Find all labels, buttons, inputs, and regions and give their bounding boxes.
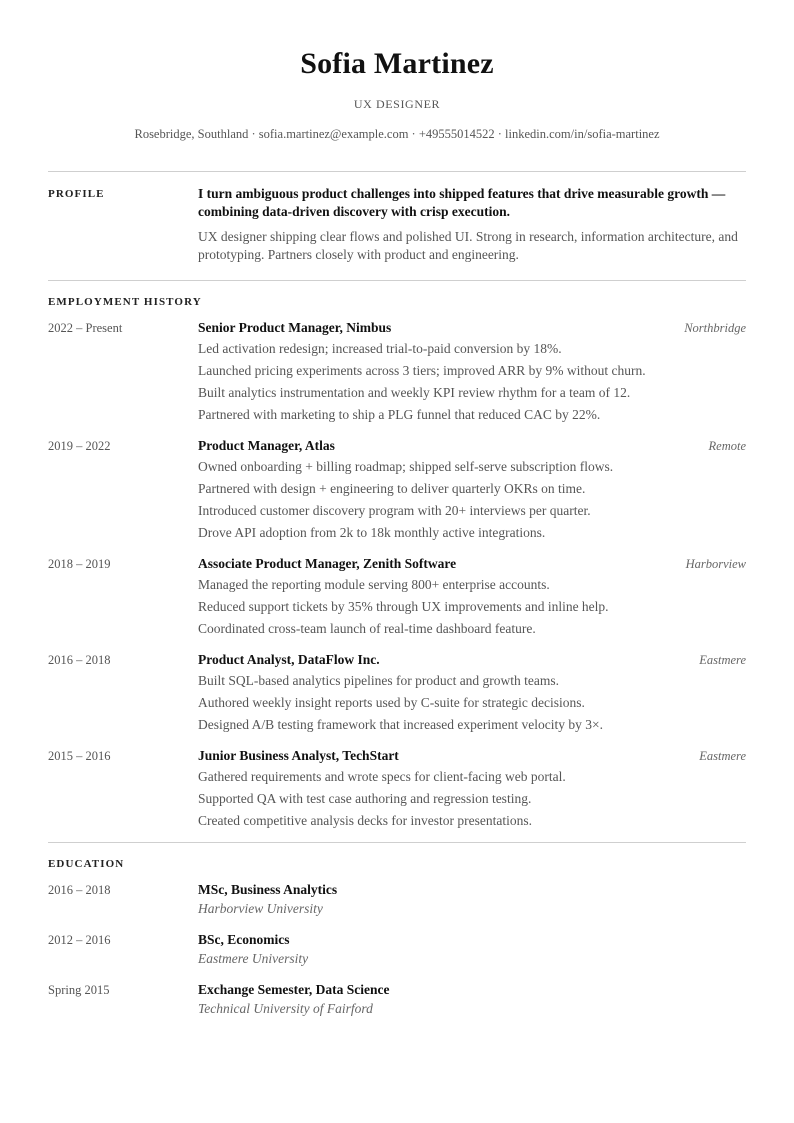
- job-entry: [48, 436, 746, 544]
- education-degree: Exchange Semester, Data Science: [198, 982, 390, 997]
- job-bullets: [198, 670, 746, 736]
- education-dates: 2016 – 2018: [48, 883, 111, 897]
- job-bullet: Authored weekly insight reports used by C-suite for strategic decisions.: [198, 695, 585, 710]
- education-entry: [48, 980, 746, 1019]
- job-location: Harborview: [685, 557, 746, 571]
- job-heading: [198, 318, 746, 338]
- resume-page: [48, 0, 746, 1030]
- job-body: [198, 650, 746, 736]
- job-location: Eastmere: [699, 653, 746, 667]
- job-bullet: Reduced support tickets by 35% through UX improvements and inline help.: [198, 599, 609, 614]
- job-heading: [198, 650, 746, 670]
- job-dates: 2018 – 2019: [48, 557, 111, 571]
- job-location: Remote: [708, 439, 746, 453]
- job-bullets: [198, 574, 746, 640]
- job-bullet: Led activation redesign; increased trial-to-paid conversion by 18%.: [198, 341, 562, 356]
- job-role: Product Manager, Atlas: [198, 438, 335, 453]
- job-title: UX DESIGNER: [353, 97, 441, 111]
- education-entry: [48, 880, 746, 919]
- profile-label: PROFILE: [48, 188, 105, 200]
- job-role: Associate Product Manager, Zenith Software: [198, 556, 457, 571]
- job-entry: [48, 318, 746, 426]
- candidate-name: Sofia Martinez: [300, 47, 494, 80]
- job-dates: 2015 – 2016: [48, 749, 111, 763]
- job-bullet: Coordinated cross-team launch of real-time dashboard feature.: [198, 621, 536, 636]
- job-bullet: Partnered with design + engineering to deliver quarterly OKRs on time.: [198, 481, 586, 496]
- education-list: [48, 880, 746, 1019]
- profile-body: [198, 185, 746, 264]
- job-heading: [198, 436, 746, 456]
- education-dates: Spring 2015: [48, 983, 110, 997]
- profile-lead: I turn ambiguous product challenges into shipped features that drive measurable growth — combining data-driven discovery with crisp execution.: [198, 186, 726, 219]
- education-degree: BSc, Economics: [198, 932, 290, 947]
- education-school: Eastmere University: [198, 951, 309, 966]
- job-dates: 2022 – Present: [48, 321, 123, 335]
- job-body: [198, 318, 746, 426]
- profile-summary: UX designer shipping clear flows and polished UI. Strong in research, information architecture, and prototyping. Partners closely with product and engineering.: [198, 229, 738, 262]
- education-degree: MSc, Business Analytics: [198, 882, 338, 897]
- job-list: [48, 318, 746, 832]
- profile-section: [48, 172, 746, 264]
- divider: [48, 280, 746, 281]
- education-school: Technical University of Fairford: [198, 1001, 373, 1016]
- job-body: [198, 554, 746, 640]
- job-location: Eastmere: [699, 749, 746, 763]
- job-bullet: Introduced customer discovery program with 20+ interviews per quarter.: [198, 503, 591, 518]
- job-bullet: Built SQL-based analytics pipelines for product and growth teams.: [198, 673, 560, 688]
- resume-header: [48, 0, 746, 142]
- job-bullets: [198, 456, 746, 544]
- job-body: [198, 746, 746, 832]
- job-bullet: Created competitive analysis decks for investor presentations.: [198, 813, 533, 828]
- job-bullet: Designed A/B testing framework that increased experiment velocity by 3×.: [198, 717, 603, 732]
- job-bullet: Drove API adoption from 2k to 18k monthly active integrations.: [198, 525, 546, 540]
- job-bullet: Managed the reporting module serving 800+ enterprise accounts.: [198, 577, 550, 592]
- job-entry: [48, 650, 746, 736]
- education-body: [198, 880, 337, 919]
- job-bullet: Launched pricing experiments across 3 tiers; improved ARR by 9% without churn.: [198, 363, 646, 378]
- employment-label: EMPLOYMENT HISTORY: [48, 296, 202, 308]
- contact-line: Rosebridge, Southland · sofia.martinez@example.com · +49555014522 · linkedin.com/in/sofia-martinez: [134, 127, 660, 141]
- job-entry: [48, 554, 746, 640]
- job-bullet: Partnered with marketing to ship a PLG funnel that reduced CAC by 22%.: [198, 407, 601, 422]
- employment-section: [48, 296, 746, 832]
- job-dates: 2016 – 2018: [48, 653, 111, 667]
- education-body: [198, 980, 389, 1019]
- education-entry: [48, 930, 746, 969]
- job-location: Northbridge: [684, 321, 746, 335]
- job-bullet: Supported QA with test case authoring and regression testing.: [198, 791, 532, 806]
- job-bullet: Built analytics instrumentation and weekly KPI review rhythm for a team of 12.: [198, 385, 631, 400]
- job-role: Junior Business Analyst, TechStart: [198, 748, 399, 763]
- job-bullet: Owned onboarding + billing roadmap; shipped self-serve subscription flows.: [198, 459, 614, 474]
- job-entry: [48, 746, 746, 832]
- job-role: Senior Product Manager, Nimbus: [198, 320, 392, 335]
- education-body: [198, 930, 308, 969]
- job-role: Product Analyst, DataFlow Inc.: [198, 652, 380, 667]
- divider: [48, 842, 746, 843]
- education-school: Harborview University: [198, 901, 323, 916]
- job-body: [198, 436, 746, 544]
- education-label: EDUCATION: [48, 858, 125, 870]
- job-bullets: [198, 338, 746, 426]
- job-bullets: [198, 766, 746, 832]
- job-heading: [198, 554, 746, 574]
- job-bullet: Gathered requirements and wrote specs for client-facing web portal.: [198, 769, 566, 784]
- education-dates: 2012 – 2016: [48, 933, 111, 947]
- job-dates: 2019 – 2022: [48, 439, 111, 453]
- job-heading: [198, 746, 746, 766]
- education-section: [48, 858, 746, 1019]
